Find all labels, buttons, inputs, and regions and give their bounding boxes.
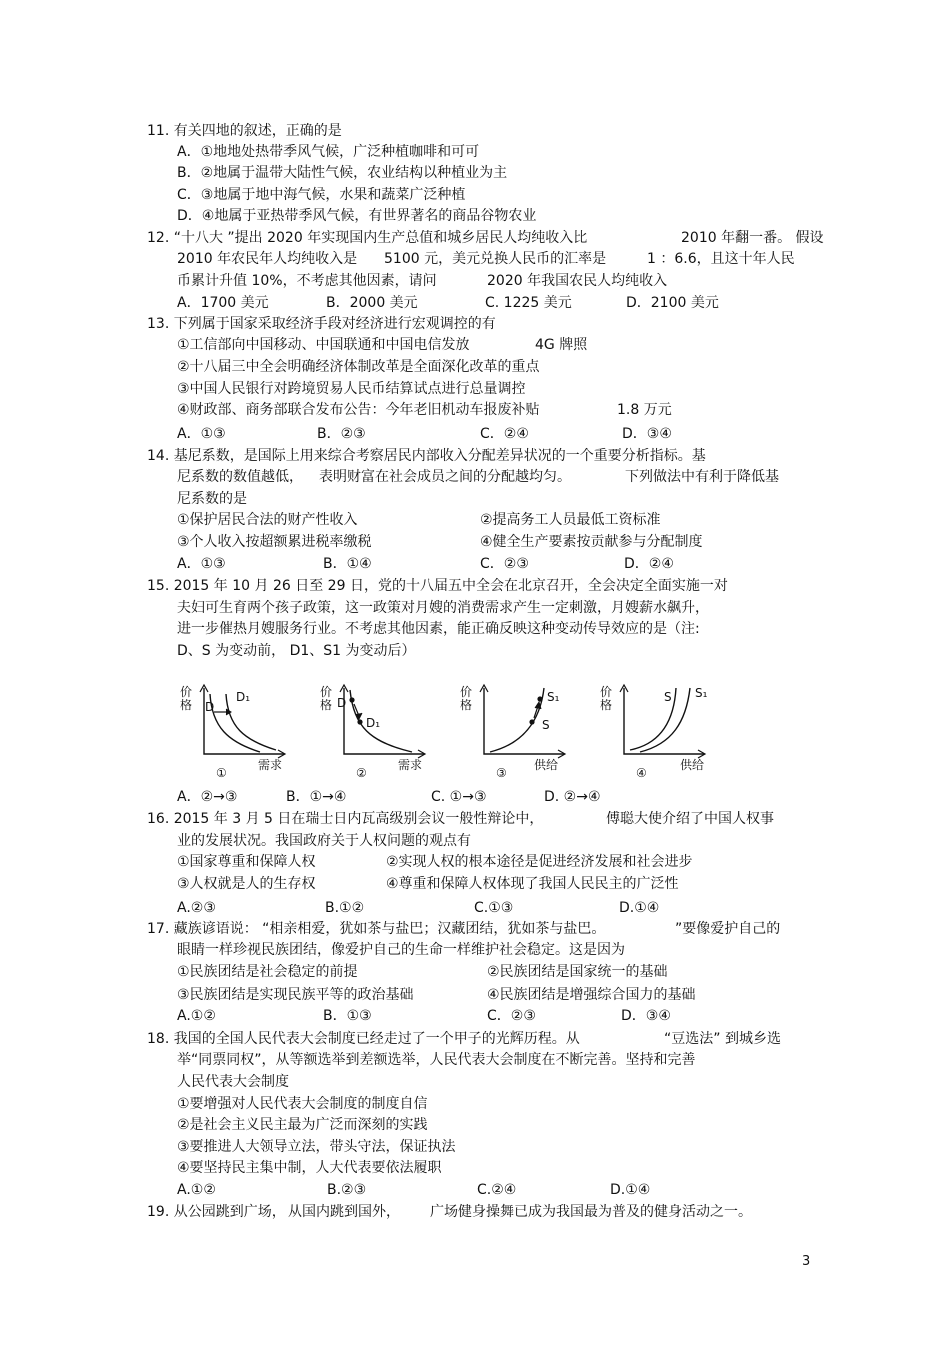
question-14-option-b: B．①④ [323,556,372,572]
question-13-item-3: ③中国人民银行对跨境贸易人民币结算试点进行总量调控 [177,381,526,397]
page-number: 3 [802,1254,811,1269]
question-17-item-1: ①民族团结是社会稳定的前提 [177,964,358,980]
question-15-option-d: D. ②→④ [544,789,601,805]
question-17-line-1b: ”要像爱护自己的 [675,921,781,937]
question-17-option-b: B．①③ [323,1008,372,1024]
question-11-option-a: A．①地地处热带季风气候，广泛种植咖啡和可可 [177,144,480,160]
question-12-line-2c: 1 ：6.6，且这十年人民 [647,251,795,267]
graph-1-curve-d: D [205,700,215,714]
question-11-option-b: B．②地属于温带大陆性气候，农业结构以种植业为主 [177,165,508,181]
question-17-item-3: ③民族团结是实现民族平等的政治基础 [177,987,414,1003]
question-17-option-a: A.①② [177,1008,216,1024]
question-18-line-1: 18. 我国的全国人民代表大会制度已经走过了一个甲子的光辉历程。从 [147,1031,580,1047]
graph-2-point-d: D [337,696,347,710]
question-15-line-2: 夫妇可生育两个孩子政策，这一政策对月嫂的消费需求产生一定刺激，月嫂薪水飙升， [177,600,709,616]
question-16-line-2: 业的发展状况。我国政府关于人权问题的观点有 [177,833,471,849]
graph-1-y-label: 价格 [180,685,193,712]
graph-2-point-d1: D₁ [366,716,381,730]
graph-1-x-label: 需求 [258,758,283,772]
question-13-option-a: A．①③ [177,426,226,442]
question-16-item-1: ①国家尊重和保障人权 [177,854,316,870]
question-16-item-3: ③人权就是人的生存权 [177,876,316,892]
question-17-item-2: ②民族团结是国家统一的基础 [487,964,668,980]
question-17-option-c: C．②③ [487,1008,536,1024]
question-13-option-d: D．③④ [622,426,672,442]
question-11-stem: 11. 有关四地的叙述，正确的是 [147,123,342,139]
graph-4-supply-shift [600,682,710,782]
graph-2-demand-movement [320,682,430,782]
question-13-stem: 13. 下列属于国家采取经济手段对经济进行宏观调控的有 [147,316,496,332]
question-14-line-3: 尼系数的是 [177,491,247,507]
question-15-option-a: A．②→③ [177,789,238,805]
graph-2-number: ② [356,766,367,780]
question-16-option-d: D.①④ [619,900,660,916]
question-14-line-1: 14. 基尼系数，是国际上用来综合考察居民内部收入分配差异状况的一个重要分析指标。基 [147,448,706,464]
question-18-option-d: D.①④ [610,1182,651,1198]
question-15-option-b: B．①→④ [286,789,347,805]
question-11-option-c: C．③地属于地中海气候，水果和蔬菜广泛种植 [177,187,466,203]
question-14-item-2: ②提高务工人员最低工资标准 [480,512,661,528]
question-14-option-d: D．②④ [624,556,674,572]
question-18-option-b: B.②③ [327,1182,367,1198]
question-12-option-b: B．2000 美元 [326,295,418,311]
question-17-line-1: 17. 藏族谚语说： “相亲相爱，犹如茶与盐巴；汉藏团结，犹如茶与盐巴。 [147,921,606,937]
graph-1-demand-shift [180,682,290,782]
question-14-option-c: C．②③ [480,556,529,572]
question-15-option-c: C. ①→③ [431,789,487,805]
question-16-option-a: A.②③ [177,900,216,916]
question-14-option-a: A．①③ [177,556,226,572]
question-12-option-d: D．2100 美元 [626,295,719,311]
question-15-line-4: D、S 为变动前， D1、S1 为变动后） [177,643,416,659]
question-18-line-1b: “豆选法” 到城乡选 [664,1031,781,1047]
graph-2-y-label: 价格 [320,685,333,712]
graph-3-supply-movement [460,682,570,782]
question-12-option-c: C. 1225 美元 [485,295,572,311]
question-13-option-c: C．②④ [480,426,529,442]
question-16-item-4: ④尊重和保障人权体现了我国人民民主的广泛性 [386,876,679,892]
question-12-line-3: 币累计升值 10%，不考虑其他因素，请问 [177,273,437,289]
question-15-line-3: 进一步催热月嫂服务行业。不考虑其他因素，能正确反映这种变动传导效应的是（注: [177,621,700,637]
question-14-line-2: 尼系数的数值越低， [177,469,303,485]
question-16-item-2: ②实现人权的根本途径是促进经济发展和社会进步 [386,854,693,870]
question-19-line-1b: 从国内跳到国外， [288,1204,400,1220]
graph-3-point-s: S [542,718,550,732]
question-19-line-1: 19. 从公园跳到广场， [147,1204,286,1220]
question-13-item-1: ①工信部向中国移动、中国联通和中国电信发放 [177,337,470,353]
question-14-line-2c: 下列做法中有利于降低基 [625,469,779,485]
question-14-line-2b: 表明财富在社会成员之间的分配越均匀。 [319,469,571,485]
question-18-option-a: A.①② [177,1182,216,1198]
question-14-item-4: ④健全生产要素按贡献参与分配制度 [480,534,703,550]
graph-1-curve-d1: D₁ [236,690,251,704]
question-14-item-3: ③个人收入按超额累进税率缴税 [177,534,372,550]
graph-3-number: ③ [496,766,507,780]
question-12-option-a: A．1700 美元 [177,295,269,311]
question-18-line-2: 举“同票同权”，从等额选举到差额选举，人民代表大会制度在不断完善。坚持和完善 [177,1052,696,1068]
question-18-item-4: ④要坚持民主集中制，人大代表要依法履职 [177,1160,442,1176]
graph-3-point-s1: S₁ [547,690,560,704]
question-17-item-4: ④民族团结是增强综合国力的基础 [487,987,696,1003]
question-12-line-3b: 2020 年我国农民人均纯收入 [487,273,668,289]
question-12-line-1b: 2010 年翻一番。 假设 [681,230,824,246]
question-18-item-2: ②是社会主义民主最为广泛而深刻的实践 [177,1117,428,1133]
question-12-line-2b: 5100 元，美元兑换人民币的汇率是 [384,251,607,267]
graph-2-x-label: 需求 [398,758,423,772]
question-14-item-1: ①保护居民合法的财产性收入 [177,512,358,528]
question-16-option-c: C.①③ [474,900,514,916]
question-13-item-4: ④财政部、商务部联合发布公告：今年老旧机动车报废补贴 [177,402,540,418]
graph-1-number: ① [216,766,227,780]
graph-4-curve-s1: S₁ [695,686,708,700]
question-13-option-b: B．②③ [317,426,366,442]
graph-4-y-label: 价格 [600,685,613,712]
graph-3-y-label: 价格 [460,685,473,712]
question-11-option-d: D．④地属于亚热带季风气候，有世界著名的商品谷物农业 [177,208,537,224]
graph-4-x-label: 供给 [680,758,705,772]
question-13-item-1b: 4G 牌照 [535,337,588,353]
question-16-line-1b: 傅聪大使介绍了中国人权事 [606,811,774,827]
graph-3-x-label: 供给 [534,758,559,772]
question-13-item-2: ②十八届三中全会明确经济体制改革是全面深化改革的重点 [177,359,540,375]
graph-4-number: ④ [636,766,647,780]
question-12-line-2: 2010 年农民年人均纯收入是 [177,251,358,267]
question-17-line-2: 眼睛一样珍视民族团结，像爱护自己的生命一样维护社会稳定。这是因为 [177,942,625,958]
question-18-option-c: C.②④ [477,1182,517,1198]
question-16-line-1: 16. 2015 年 3 月 5 日在瑞士日内瓦高级别会议一般性辩论中， [147,811,544,827]
question-12-line-1: 12. “十八大 ”提出 2020 年实现国内生产总值和城乡居民人均纯收入比 [147,230,588,246]
question-19-line-1c: 广场健身操舞已成为我国最为普及的健身活动之一。 [430,1204,752,1220]
question-18-item-3: ③要推进人大领导立法，带头守法，保证执法 [177,1139,456,1155]
question-15-line-1: 15. 2015 年 10 月 26 日至 29 日，党的十八届五中全会在北京召开，全会决定全面实施一对 [147,578,728,594]
question-17-option-d: D．③④ [621,1008,671,1024]
question-13-item-4b: 1.8 万元 [617,402,672,418]
question-18-line-3: 人民代表大会制度 [177,1074,289,1090]
graph-4-curve-s: S [664,690,672,704]
question-16-option-b: B.①② [325,900,365,916]
question-18-item-1: ①要增强对人民代表大会制度的制度自信 [177,1096,428,1112]
